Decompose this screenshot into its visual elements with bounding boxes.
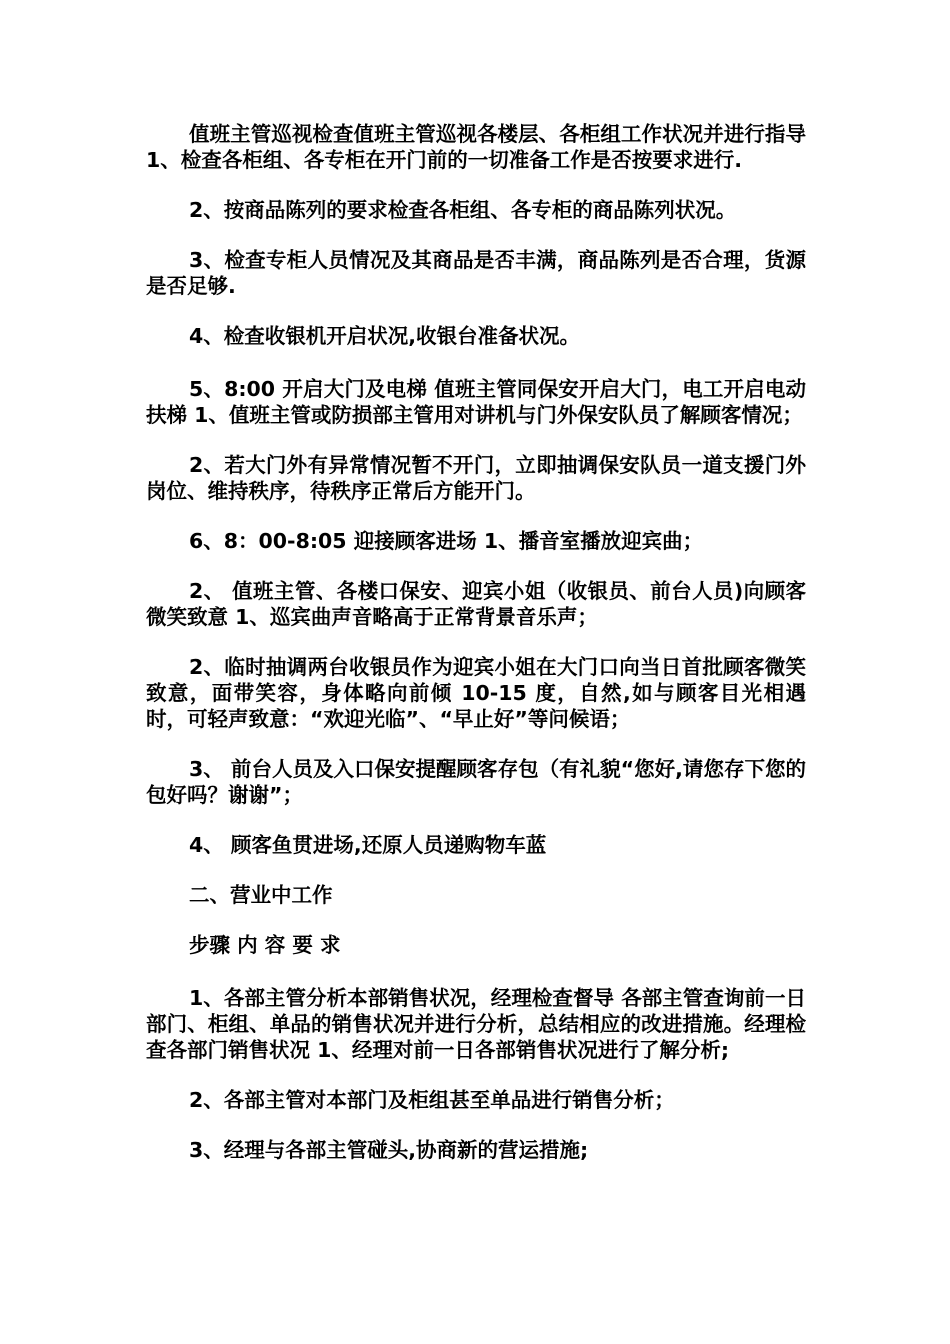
paragraph-2: 2、按商品陈列的要求检查各柜组、各专柜的商品陈列状况。 (189, 198, 737, 222)
paragraph-8: 2、 值班主管、各楼口保安、迎宾小姐（收银员、前台人员)向顾客微笑致意 1、巡宾曲声音略高于正常背景音乐声； (146, 579, 806, 629)
paragraph-9: 2、临时抽调两台收银员作为迎宾小姐在大门口向当日首批顾客微笑致意，面带笑容，身体略向前倾 10-15 度，自然,如与顾客目光相遇时，可轻声致意：“欢迎光临”、“早止好”等问候语； (146, 655, 806, 731)
paragraph-5: 5、8:00 开启大门及电梯 值班主管同保安开启大门，电工开启电动扶梯 1、值班主管或防损部主管用对讲机与门外保安队员了解顾客情况； (146, 377, 806, 427)
paragraph-15: 2、各部主管对本部门及柜组甚至单品进行销售分析； (189, 1088, 675, 1112)
paragraph-6: 2、若大门外有异常情况暂不开门，立即抽调保安队员一道支援门外岗位、维持秩序，待秩序正常后方能开门。 (146, 453, 806, 503)
paragraph-4: 4、检查收银机开启状况,收银台准备状况。 (189, 324, 581, 348)
paragraph-3: 3、检查专柜人员情况及其商品是否丰满，商品陈列是否合理，货源是否足够. (146, 248, 806, 298)
paragraph-16: 3、经理与各部主管碰头,协商新的营运措施; (189, 1138, 589, 1162)
paragraph-14: 1、各部主管分析本部销售状况，经理检查督导 各部主管查询前一日部门、柜组、单品的销售状况并进行分析，总结相应的改进措施。经理检查各部门销售状况 1、经理对前一日各部销售状况进行了解分析; (146, 986, 806, 1062)
paragraph-1: 值班主管巡视检查值班主管巡视各楼层、各柜组工作状况并进行指导 1、检查各柜组、各专柜在开门前的一切准备工作是否按要求进行. (146, 122, 814, 172)
section-heading: 二、营业中工作 (189, 883, 333, 907)
table-header-line: 步骤 内 容 要 求 (189, 933, 341, 957)
paragraph-10: 3、 前台人员及入口保安提醒顾客存包（有礼貌“您好,请您存下您的包好吗？谢谢”； (146, 757, 806, 807)
paragraph-11: 4、 顾客鱼贯进场,还原人员递购物车蓝 (189, 833, 547, 857)
document-body (146, 121, 814, 1163)
paragraph-7: 6、8：00-8:05 迎接顾客进场 1、播音室播放迎宾曲； (189, 529, 704, 553)
